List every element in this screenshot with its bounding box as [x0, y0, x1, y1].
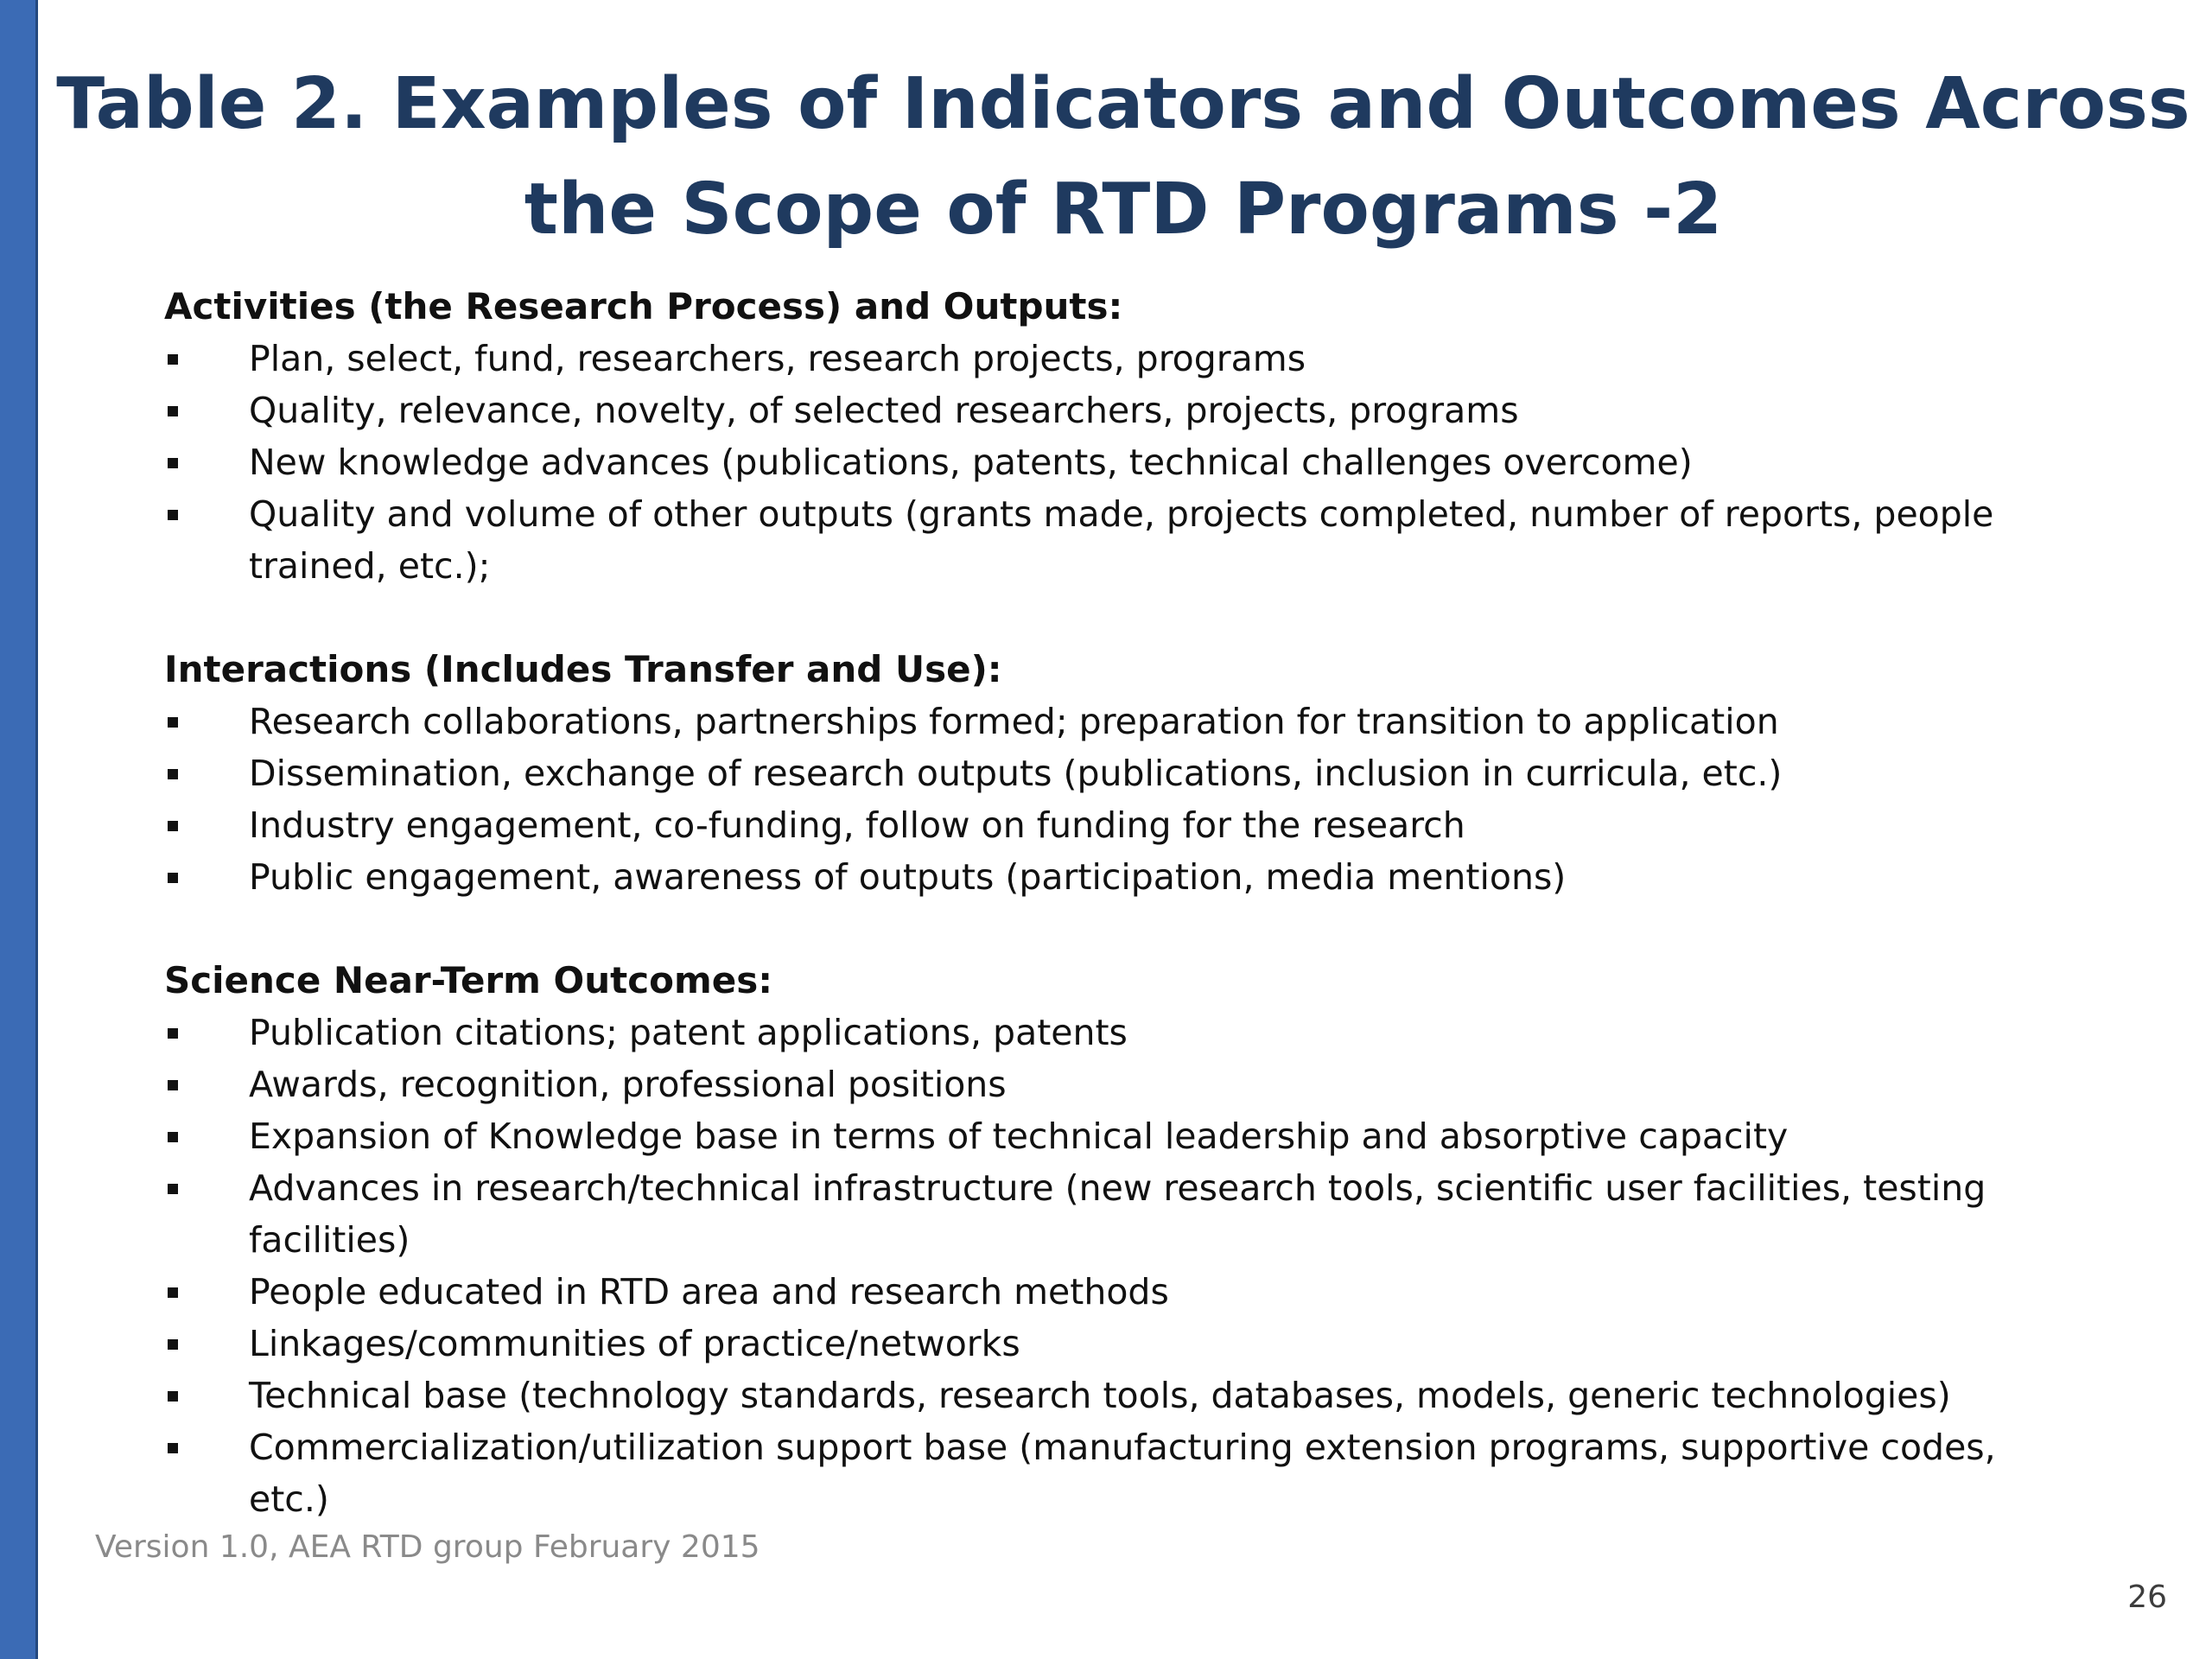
page-number: 26: [2127, 1580, 2167, 1615]
square-bullet-icon: [168, 1132, 178, 1142]
section-heading: Science Near-Term Outcomes:: [164, 959, 773, 1001]
section-interactions: [164, 644, 2134, 903]
slide-content: [164, 281, 2134, 1577]
list-item: [164, 1266, 2063, 1318]
square-bullet-icon: [168, 1443, 178, 1453]
slide-title-line-1: Table 2. Examples of Indicators and Outcomes Across: [56, 63, 2190, 145]
footer-version-note: Version 1.0, AEA RTD group February 2015: [95, 1529, 760, 1565]
section-heading: Activities (the Research Process) and Outputs:: [164, 285, 1123, 327]
list-item-text: People educated in RTD area and research methods: [249, 1271, 1169, 1313]
square-bullet-icon: [168, 1339, 178, 1350]
square-bullet-icon: [168, 354, 178, 365]
list-item: [164, 747, 2063, 799]
list-item: [164, 799, 2063, 851]
list-item-text: Technical base (technology standards, research tools, databases, models, generic technologies): [249, 1375, 1951, 1416]
list-item: [164, 1007, 2063, 1058]
square-bullet-icon: [168, 406, 178, 416]
square-bullet-icon: [168, 821, 178, 831]
list-item: [164, 333, 2063, 385]
slide-title: [52, 52, 2195, 263]
list-item: [164, 1370, 2063, 1421]
section-activities-outputs: [164, 281, 2134, 592]
bullet-list: [164, 333, 2134, 592]
square-bullet-icon: [168, 1028, 178, 1039]
list-item: [164, 1318, 2063, 1370]
list-item: [164, 488, 2063, 592]
list-item-text: Plan, select, fund, researchers, research projects, programs: [249, 338, 1306, 379]
list-item-text: Dissemination, exchange of research outputs (publications, inclusion in curricula, etc.): [249, 753, 1783, 794]
bullet-list: [164, 1007, 2134, 1525]
section-science-near-term-outcomes: [164, 955, 2134, 1525]
square-bullet-icon: [168, 1391, 178, 1402]
list-item-text: Industry engagement, co-funding, follow on funding for the research: [249, 804, 1465, 846]
square-bullet-icon: [168, 717, 178, 728]
list-item: [164, 696, 2063, 747]
square-bullet-icon: [168, 769, 178, 779]
list-item: [164, 436, 2063, 488]
list-item: [164, 1162, 2063, 1266]
list-item: [164, 851, 2063, 903]
list-item: [164, 1110, 2063, 1162]
list-item-text: New knowledge advances (publications, patents, technical challenges overcome): [249, 442, 1693, 483]
section-heading: Interactions (Includes Transfer and Use):: [164, 648, 1002, 690]
square-bullet-icon: [168, 1080, 178, 1090]
list-item-text: Awards, recognition, professional positions: [249, 1064, 1007, 1105]
list-item: [164, 1421, 2063, 1525]
list-item-text: Expansion of Knowledge base in terms of technical leadership and absorptive capacity: [249, 1116, 1789, 1157]
square-bullet-icon: [168, 510, 178, 520]
square-bullet-icon: [168, 1184, 178, 1194]
list-item: [164, 385, 2063, 436]
list-item-text: Quality, relevance, novelty, of selected researchers, projects, programs: [249, 390, 1519, 431]
list-item-text: Linkages/communities of practice/networks: [249, 1323, 1020, 1364]
list-item-text: Commercialization/utilization support base (manufacturing extension programs, supportive codes, etc.): [249, 1427, 1996, 1520]
list-item-text: Research collaborations, partnerships formed; preparation for transition to application: [249, 701, 1779, 742]
list-item: [164, 1058, 2063, 1110]
list-item-text: Quality and volume of other outputs (grants made, projects completed, number of reports, people trained, etc.);: [249, 493, 1994, 587]
square-bullet-icon: [168, 458, 178, 468]
square-bullet-icon: [168, 873, 178, 883]
list-item-text: Publication citations; patent applications, patents: [249, 1012, 1128, 1053]
left-accent-bar: [0, 0, 38, 1659]
square-bullet-icon: [168, 1287, 178, 1298]
list-item-text: Public engagement, awareness of outputs (participation, media mentions): [249, 856, 1567, 898]
bullet-list: [164, 696, 2134, 903]
slide-title-line-2: the Scope of RTD Programs -2: [524, 168, 1723, 251]
list-item-text: Advances in research/technical infrastructure (new research tools, scientific user facilities, testing facilities): [249, 1167, 1986, 1261]
